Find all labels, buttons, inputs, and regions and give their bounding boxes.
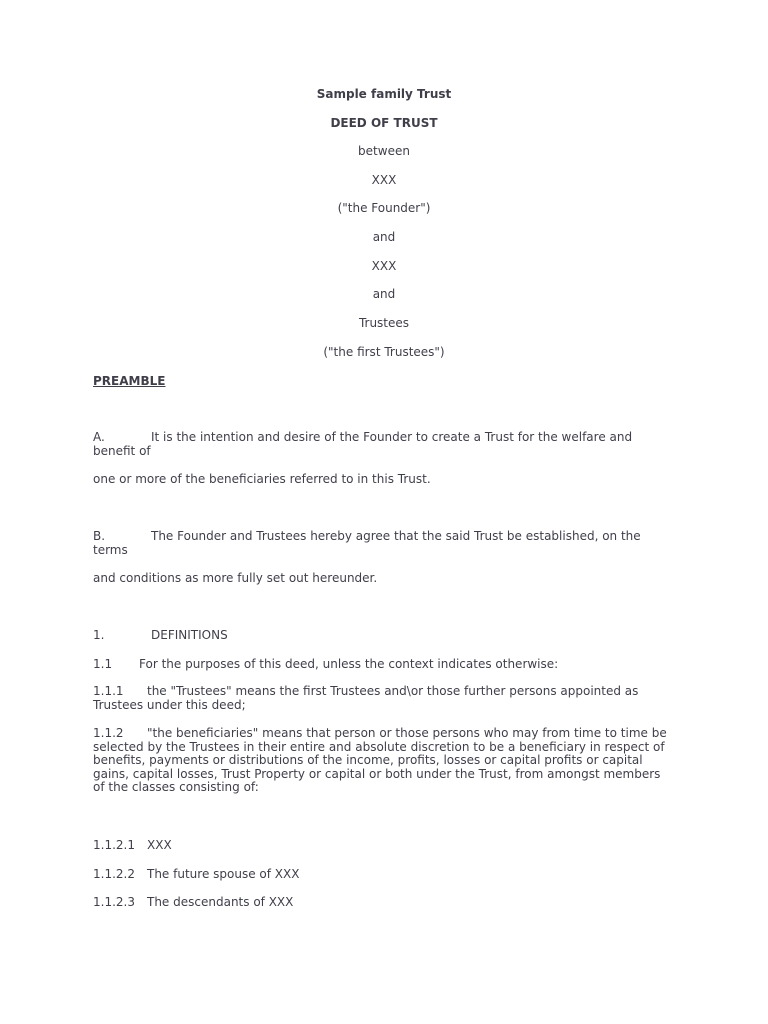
list-item — [93, 867, 299, 881]
and-line-1: and — [372, 230, 396, 244]
between-line: between — [358, 144, 410, 158]
clause-1-1-1-number: 1.1.1 — [93, 684, 124, 698]
definitions-number: 1. — [93, 628, 105, 642]
party-two: XXX — [371, 259, 397, 273]
preamble-a-continuation: one or more of the beneficiaries referred to in this Trust. — [93, 472, 431, 486]
clause-1-1-1-text: the "Trustees" means the first Trustees and\or those further persons appointed as Trustees under this deed; — [93, 684, 639, 712]
clause-1-1-number: 1.1 — [93, 657, 113, 671]
preamble-b-marker: B. — [93, 529, 106, 543]
preamble-a-marker: A. — [93, 430, 105, 444]
preamble-b-text: The Founder and Trustees hereby agree that the said Trust be established, on the terms — [93, 529, 641, 557]
sub-item-text: XXX — [147, 838, 172, 852]
preamble-heading: PREAMBLE — [93, 374, 166, 388]
clause-1-1-2 — [93, 727, 673, 795]
clause-1-1-1 — [93, 685, 673, 712]
preamble-b-continuation: and conditions as more fully set out hereunder. — [93, 571, 378, 585]
document-title: Sample family Trust — [316, 87, 452, 101]
sub-item-number: 1.1.2.3 — [93, 895, 135, 909]
sub-item-text: The future spouse of XXX — [147, 867, 300, 881]
first-trustees-designation: ("the first Trustees") — [323, 345, 445, 359]
deed-heading: DEED OF TRUST — [330, 116, 438, 130]
preamble-b — [93, 530, 673, 557]
sub-item-number: 1.1.2.2 — [93, 867, 135, 881]
definitions-heading — [93, 628, 228, 642]
clause-1-1-text: For the purposes of this deed, unless the context indicates otherwise: — [139, 657, 559, 671]
list-item — [93, 838, 172, 852]
sub-item-number: 1.1.2.1 — [93, 838, 135, 852]
list-item — [93, 895, 293, 909]
clause-1-1-2-text: "the beneficiaries" means that person or those persons who may from time to time be selected by the Trustees in their entire and absolute discretion to be a beneficiary in respect of benefits, payments or distributions of the income, profits, losses or capital profits or capital gains, capital losses, Trust Property or capital or both under the Trust, from amongst members of the classes consisting of: — [93, 726, 667, 794]
and-line-2: and — [372, 287, 396, 301]
trustees-line: Trustees — [358, 316, 410, 330]
party-one: XXX — [371, 173, 397, 187]
clause-1-1 — [93, 657, 558, 671]
sub-item-text: The descendants of XXX — [147, 895, 294, 909]
preamble-a — [93, 431, 673, 458]
founder-designation: ("the Founder") — [337, 201, 431, 215]
preamble-a-text: It is the intention and desire of the Founder to create a Trust for the welfare and benefit of — [93, 430, 633, 458]
definitions-title: DEFINITIONS — [151, 628, 228, 642]
clause-1-1-2-number: 1.1.2 — [93, 726, 124, 740]
